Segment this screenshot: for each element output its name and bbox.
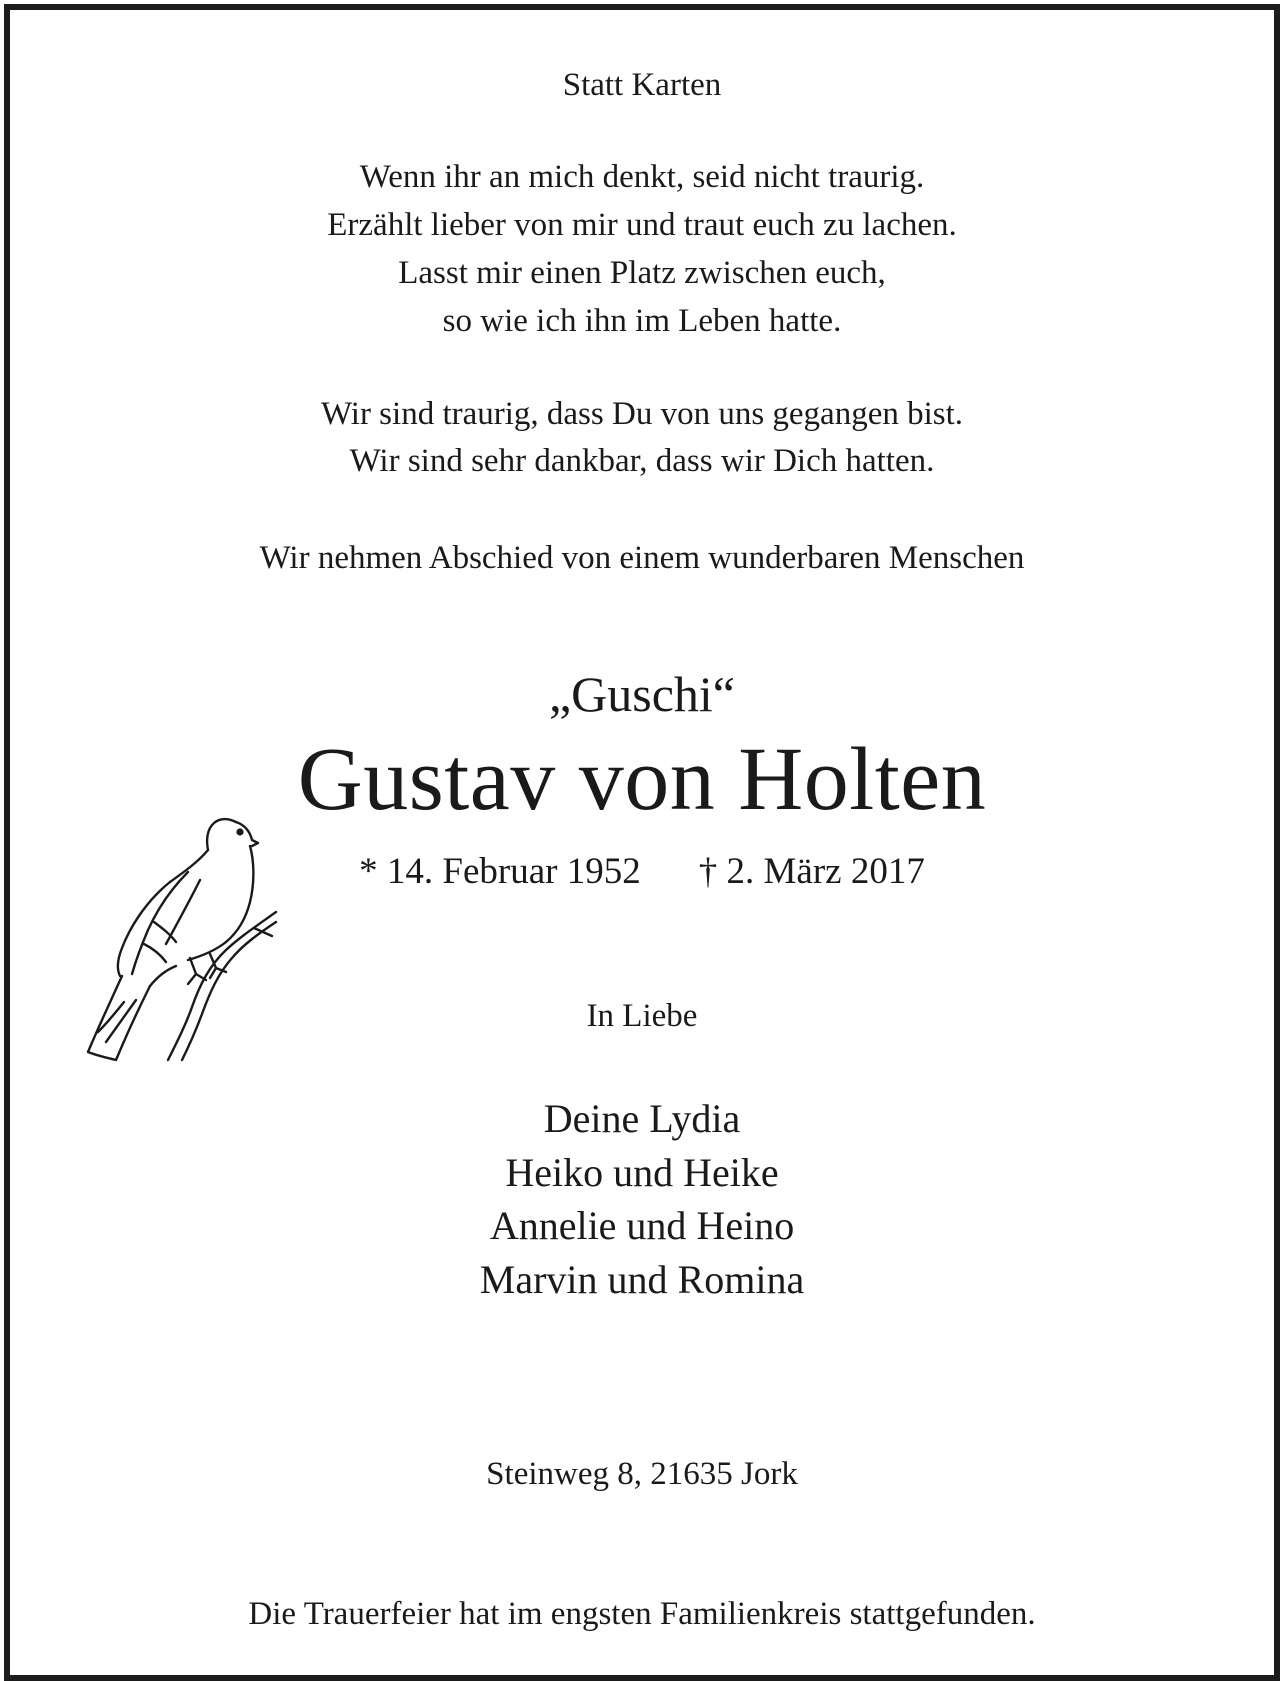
dove-on-branch-icon [50,722,290,1080]
poem-line: Erzählt lieber von mir und traut euch zu lachen. [327,207,957,243]
death-date: † 2. März 2017 [698,851,925,892]
in-love-text: In Liebe [586,998,698,1034]
obituary-notice [4,4,1280,1681]
farewell-text: Wir nehmen Abschied von einem wunderbaren Menschen [259,540,1025,576]
thanks-line: Wir sind traurig, dass Du von uns gegangen bist. [320,396,964,432]
poem-line: Lasst mir einen Platz zwischen euch, [398,255,886,291]
deceased-name: Gustav von Holten [297,730,987,829]
mourner-name: Annelie und Heino [489,1203,795,1248]
footer-note: Die Trauerfeier hat im engsten Familienkreis stattgefunden. [248,1596,1036,1632]
mourner-name: Heiko und Heike [505,1150,779,1195]
birth-date: * 14. Februar 1952 [359,851,641,892]
thanks-line: Wir sind sehr dankbar, dass wir Dich hatten. [349,443,935,479]
mourner-name: Marvin und Romina [479,1257,805,1302]
poem-line: Wenn ihr an mich denkt, seid nicht traurig. [359,159,925,195]
mourner-name: Deine Lydia [543,1096,741,1141]
address: Steinweg 8, 21635 Jork [486,1456,798,1492]
poem-line: so wie ich ihn im Leben hatte. [442,303,842,339]
nickname: „Guschi“ [548,666,736,722]
statt-karten-text: Statt Karten [562,67,722,103]
